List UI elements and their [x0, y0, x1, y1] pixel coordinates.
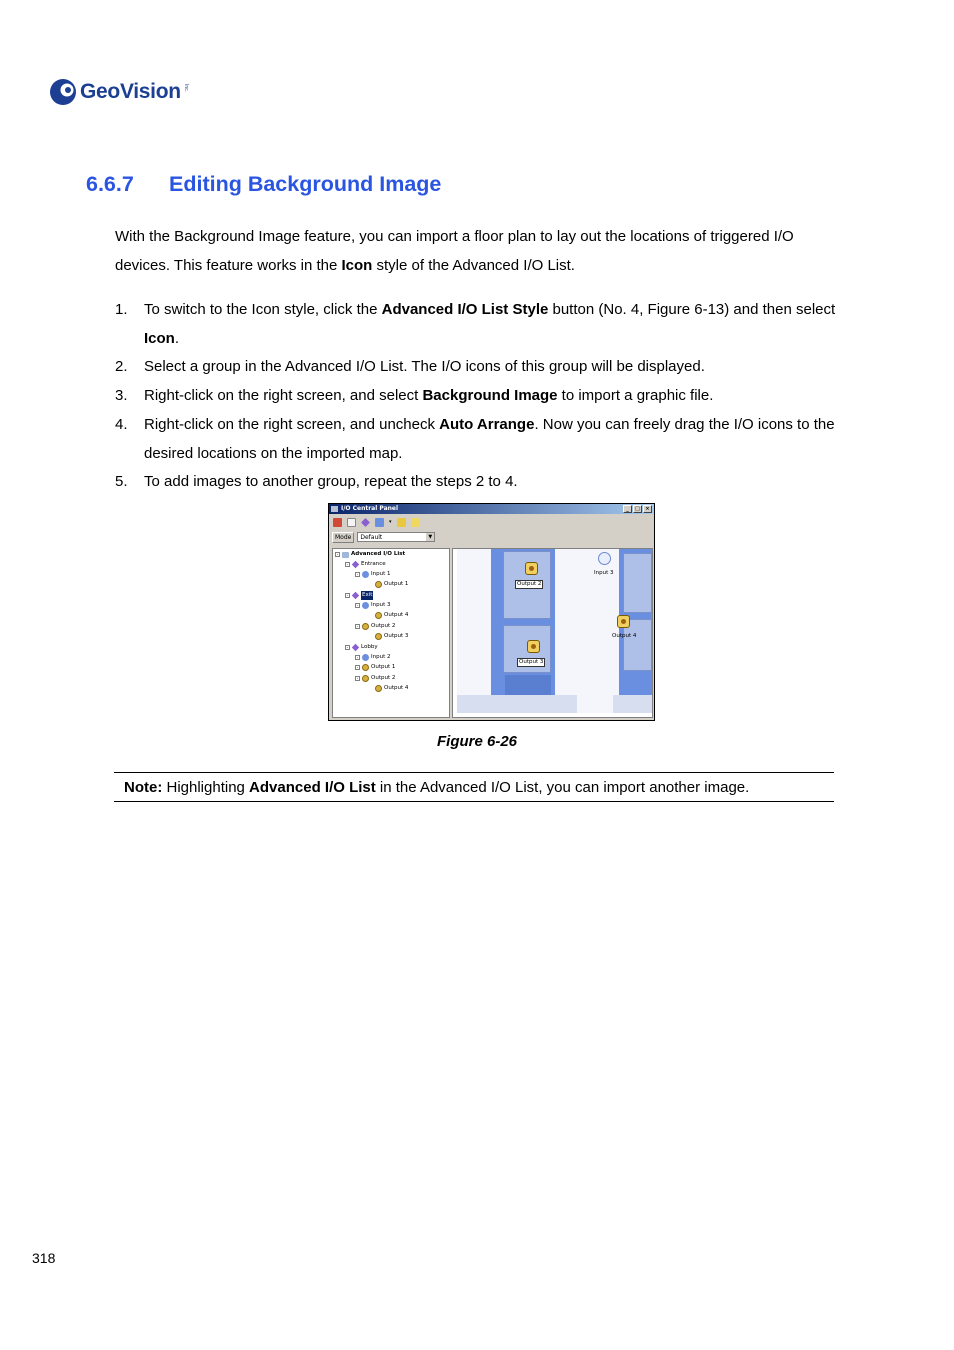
step-text: to import a graphic file. [557, 387, 714, 405]
tree-item[interactable] [355, 653, 391, 662]
group-icon [352, 592, 359, 599]
output-icon [362, 664, 369, 671]
tree-label: Entrance [361, 561, 386, 567]
group-icon [352, 644, 359, 651]
minimize-icon[interactable]: _ [623, 505, 632, 513]
note-label: Note: [124, 779, 163, 796]
window-titlebar [329, 504, 654, 514]
step-bold: Background Image [422, 387, 558, 405]
list-item [115, 468, 850, 497]
tree-label: Output 1 [384, 581, 409, 587]
collapse-icon[interactable]: - [346, 645, 349, 650]
tree-label: Advanced I/O List [351, 551, 406, 557]
step-text: To switch to the Icon style, click the [144, 301, 382, 318]
step-bold: Advanced I/O List Style [381, 301, 549, 318]
window-title: I/O Central Panel [341, 505, 399, 512]
mode-label: Mode [332, 532, 354, 543]
list-icon[interactable] [347, 518, 356, 527]
output-icon [362, 623, 369, 630]
output-4-icon[interactable] [617, 615, 630, 628]
folder-open-icon[interactable] [397, 518, 406, 527]
input-icon [362, 602, 369, 609]
step-number: 5. [115, 473, 128, 491]
io-central-panel-window [328, 503, 655, 721]
list-item [115, 353, 850, 382]
collapse-icon[interactable]: - [356, 624, 359, 629]
tree-label: Input 2 [371, 654, 391, 660]
mode-select[interactable] [357, 532, 435, 542]
chevron-down-icon[interactable]: ▼ [426, 533, 434, 541]
intro-paragraph [115, 222, 850, 280]
window-controls [623, 505, 652, 513]
maximize-icon[interactable]: □ [633, 505, 642, 513]
tree-label: Output 2 [371, 623, 396, 629]
dropdown-arrow-icon[interactable]: ▾ [389, 519, 392, 525]
output-3-label: Output 3 [519, 659, 544, 665]
tree-group-lobby[interactable] [345, 643, 378, 652]
input-icon [362, 654, 369, 661]
step-number: 4. [115, 415, 128, 433]
tree-group-entrance[interactable] [345, 560, 386, 569]
output-2-label: Output 2 [517, 581, 542, 587]
tree-label: Output 3 [384, 633, 409, 639]
output-icon [375, 581, 382, 588]
step-text: . [174, 329, 180, 347]
floor-plan-panel [623, 553, 652, 613]
tree-item[interactable] [375, 684, 408, 693]
input-icon [362, 571, 369, 578]
tree-label: Output 4 [384, 685, 409, 691]
collapse-icon[interactable]: - [346, 562, 349, 567]
intro-text-end: style of the Advanced I/O List. [372, 257, 575, 274]
page-number: 318 [32, 1250, 56, 1266]
note-box [114, 772, 834, 802]
output-4-label: Output 4 [612, 633, 637, 639]
io-list-icon [342, 552, 349, 558]
tree-group-exit[interactable] [345, 591, 373, 600]
toolbar [329, 514, 654, 530]
step-text: Right-click on the right screen, and uncheck [144, 415, 440, 433]
tree-label: Lobby [361, 644, 378, 650]
mode-bar [329, 530, 654, 544]
folder-icon[interactable] [411, 518, 420, 527]
collapse-icon[interactable]: - [336, 552, 339, 557]
step-number: 2. [115, 358, 128, 376]
step-bold: Auto Arrange [439, 415, 535, 433]
list-item [115, 296, 850, 353]
section-number: 6.6.7 [86, 172, 134, 196]
collapse-icon[interactable]: - [356, 655, 359, 660]
note-bold: Advanced I/O List [249, 779, 376, 796]
collapse-icon[interactable]: - [356, 572, 359, 577]
advanced-io-tree [332, 548, 450, 718]
tree-label-selected: Exit [362, 592, 373, 598]
step-text: . Now you can freely drag the I/O icons to the desired locations on the imported map. [144, 415, 835, 462]
list-item [115, 382, 850, 411]
tree-label: Output 1 [371, 664, 396, 670]
output-3-icon[interactable] [527, 640, 540, 653]
step-text: button (No. 4, Figure 6-13) and then select [548, 301, 836, 318]
tree-label: Input 1 [371, 571, 391, 577]
step-text: Select a group in the Advanced I/O List. The I/O icons of this group will be displayed. [144, 358, 705, 376]
geovision-logo [48, 76, 189, 108]
section-title: Editing Background Image [169, 172, 442, 196]
figure-caption: Figure 6-26 [436, 733, 518, 750]
logo-suffix: Inc. [182, 84, 189, 93]
input-3-icon[interactable] [598, 552, 611, 565]
output-icon [375, 685, 382, 692]
step-number: 3. [115, 387, 128, 405]
tree-item[interactable] [355, 663, 395, 672]
tree-item[interactable] [355, 601, 391, 610]
list-style-icon[interactable] [375, 518, 384, 527]
note-text: in the Advanced I/O List, you can import another image. [375, 779, 750, 796]
step-text: To add images to another group, repeat the steps 2 to 4. [144, 473, 518, 491]
tools-icon[interactable] [333, 518, 342, 527]
step-number: 1. [115, 301, 128, 318]
collapse-icon[interactable]: - [356, 603, 359, 608]
collapse-icon[interactable]: - [356, 665, 359, 670]
tree-item[interactable] [355, 570, 391, 579]
output-2-icon[interactable] [525, 562, 538, 575]
output-icon [375, 633, 382, 640]
tree-label: Output 2 [371, 675, 396, 681]
output-icon [362, 675, 369, 682]
floor-plan-floor [457, 695, 577, 713]
group-icon[interactable] [361, 518, 370, 527]
geovision-logo-mark [48, 77, 78, 107]
tree-item[interactable] [355, 622, 395, 631]
tree-item[interactable] [375, 632, 408, 641]
steps-list [115, 296, 850, 497]
floor-plan-floor [613, 695, 652, 713]
tree-label: Output 4 [384, 612, 409, 618]
app-icon [331, 506, 338, 512]
note-text: Highlighting [162, 779, 250, 796]
intro-bold: Icon [341, 257, 373, 274]
tree-item[interactable] [355, 674, 395, 683]
group-icon [352, 561, 359, 568]
tree-item[interactable] [375, 611, 408, 620]
section-heading [86, 172, 441, 197]
step-bold: Icon [144, 329, 175, 347]
floor-plan-base [505, 675, 551, 695]
collapse-icon[interactable]: - [356, 676, 359, 681]
collapse-icon[interactable]: - [346, 593, 349, 598]
list-item [115, 411, 850, 468]
input-3-label: Input 3 [594, 570, 614, 576]
intro-text: With the Background Image feature, you can import a floor plan to lay out the locations of triggered I/O devices. This feature works in the [115, 228, 794, 274]
output-icon [375, 612, 382, 619]
tree-root[interactable] [335, 550, 405, 559]
step-text: Right-click on the right screen, and select [144, 387, 423, 405]
icon-view-canvas[interactable] [452, 548, 653, 718]
logo-text: GeoVision [80, 80, 181, 103]
tree-label: Input 3 [371, 602, 391, 608]
mode-value: Default [360, 534, 383, 541]
tree-item[interactable] [375, 580, 408, 589]
close-icon[interactable]: × [643, 505, 652, 513]
